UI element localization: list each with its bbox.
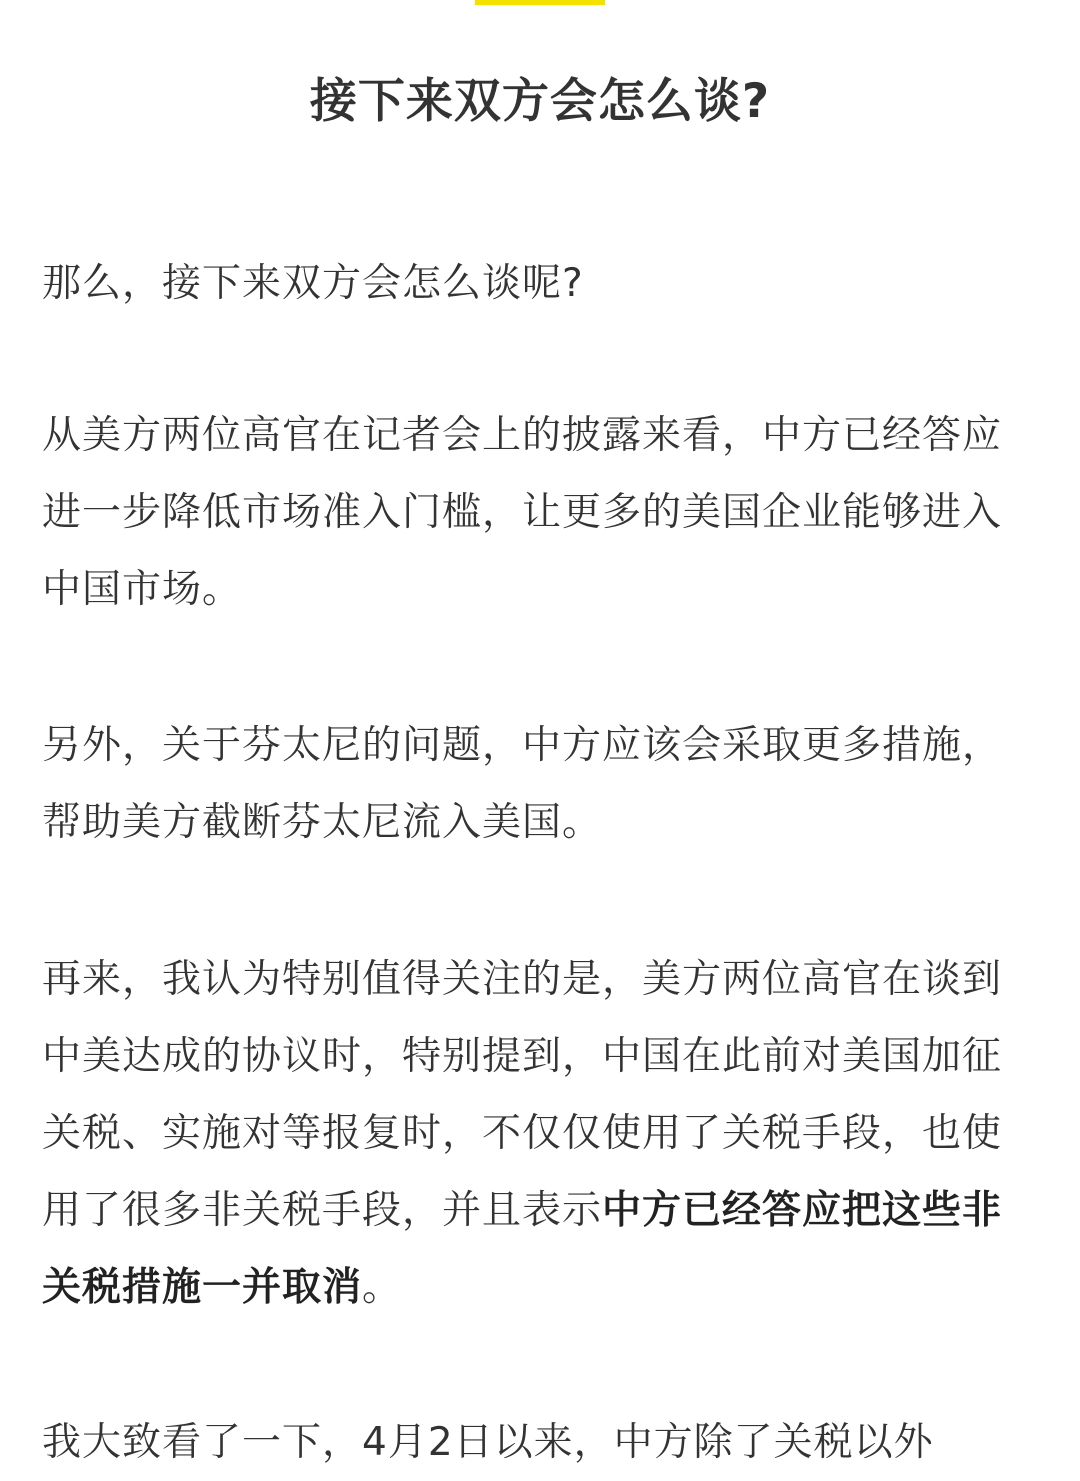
accent-bar	[475, 0, 605, 5]
paragraph-4-text: 再来，我认为特别值得关注的是，美方两位高官在谈到中美达成的协议时，特别提到，中国在此前对美国加征关税、实施对等报复时，不仅仅使用了关税手段，也使用了很多非关税手段，并且表示	[42, 957, 1003, 1233]
paragraph-2: 从美方两位高官在记者会上的披露来看，中方已经答应进一步降低市场准入门槛，让更多的美国企业能够进入中国市场。	[42, 413, 1003, 612]
paragraph-4	[42, 941, 1040, 1326]
paragraph-1: 那么，接下来双方会怎么谈呢?	[42, 261, 584, 306]
paragraph-3: 另外，关于芬太尼的问题，中方应该会采取更多措施，帮助美方截断芬太尼流入美国。	[42, 723, 1003, 845]
section-heading: 接下来双方会怎么谈?	[309, 74, 771, 129]
paragraph-4-end-text: 。	[362, 1265, 403, 1310]
paragraph-5: 我大致看了一下，4月2日以来，中方除了关税以外	[42, 1420, 934, 1465]
paragraph-4-bold-text: 中方已经答应把这些非关税措施一并取消	[42, 1188, 1003, 1310]
